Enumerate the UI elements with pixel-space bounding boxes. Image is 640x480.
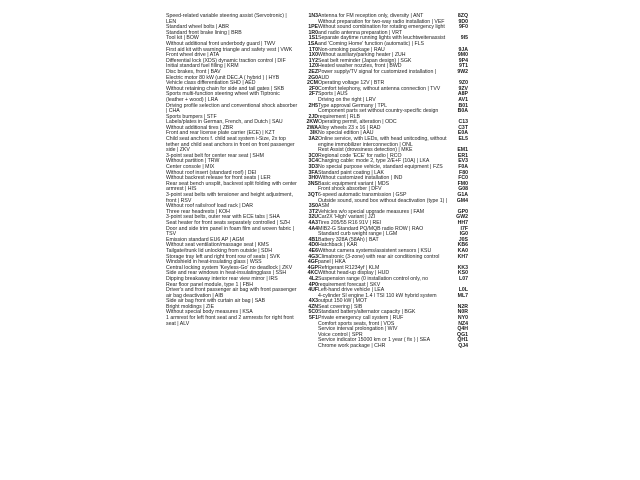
equipment-code: L07: [459, 275, 468, 282]
equipment-description: Rear seat bench unsplit, backrest split folding with center armrest | HIS: [166, 180, 297, 193]
equipment-code: AV1: [458, 96, 468, 103]
equipment-description: Electric motor 80 kW (unit DEC.A ( hybrid ) | HYB: [166, 74, 280, 81]
equipment-description: 3-point seat belt for center rear seat | SHM: [166, 152, 264, 159]
equipment-code: 1Y2: [308, 57, 318, 64]
equipment-description: Private emergency call system | RUF: [318, 315, 404, 322]
equipment-description: Outside sound, sound box without deactivation (type 1) | ASM: [318, 197, 448, 210]
equipment-code: HH7: [457, 219, 468, 226]
equipment-code: 4P0: [308, 281, 318, 288]
equipment-code: 2EZ: [308, 68, 318, 75]
equipment-description: Regional code 'ECE' for radio | RCO: [318, 152, 402, 159]
equipment-code: 9M0: [457, 52, 468, 59]
equipment-description: Without roof rails/roof load rack | DAR: [166, 203, 253, 210]
equipment-code: QG1: [457, 331, 468, 338]
equipment-code: 2KW: [306, 119, 318, 126]
equipment-code: EV3: [458, 158, 468, 165]
equipment-code: J0S: [458, 236, 468, 243]
equipment-description: Hatchback | KAR: [318, 242, 358, 249]
equipment-description: No special edition | AAU: [318, 130, 374, 137]
equipment-code: GM4: [456, 197, 468, 204]
equipment-description: Charging cable: mode 2, type 2/E+F (10A) | LKA: [318, 158, 430, 165]
equipment-code: EM1: [457, 147, 468, 154]
equipment-code: 4B1: [308, 236, 318, 243]
equipment-description: Standard battery/alternator capacity | BGK: [318, 309, 416, 316]
equipment-code: 32U: [308, 214, 318, 221]
equipment-description: Center console | MIX: [166, 164, 215, 171]
equipment-row: [166, 104, 316, 115]
equipment-code: 3T2: [309, 208, 318, 215]
equipment-code: 4GF: [307, 259, 318, 266]
equipment-code: 3A2: [308, 136, 318, 143]
equipment-code: 8ZQ: [457, 13, 468, 19]
equipment-description: No special purpose vehicle, standard equipment | FZS: [318, 164, 443, 171]
equipment-code: 2CM: [307, 80, 318, 87]
equipment-code: 1PE: [308, 24, 318, 31]
equipment-code: Q4H: [457, 326, 468, 333]
equipment-code: KH7: [457, 253, 468, 260]
equipment-description: Front wheel drive | ATA: [166, 52, 220, 59]
equipment-description: Operating voltage 12V | BTR: [318, 80, 385, 87]
equipment-description: 3-point seat belts, outer rear with ECE tabs | SHA: [166, 214, 280, 221]
equipment-description: Heated washer nozzles, front | BWD: [318, 63, 402, 70]
equipment-description: Car2X 'High' variant | JZI: [318, 214, 376, 221]
equipment-code: C13: [458, 119, 468, 126]
equipment-description: Rest Assist (drowsiness detection) | MKE: [318, 147, 413, 154]
equipment-row: [166, 137, 316, 154]
equipment-description: Without additional tires | ZBR: [166, 124, 234, 131]
equipment-description: Sports | AUS: [318, 91, 348, 98]
equipment-description: Front and rear license plate carrier (ECE) | KZT: [166, 130, 275, 137]
equipment-description: Type approval Germany | TPL: [318, 102, 388, 109]
equipment-description: Without backrest release for front seats | LER: [166, 175, 271, 182]
equipment-description: Standard paint coating | LAK: [318, 169, 384, 176]
equipment-description: Antenna for FM reception only, diversity | ANT: [318, 13, 424, 19]
equipment-code: 3FA: [308, 169, 318, 176]
equipment-code: 1T0: [309, 46, 318, 53]
equipment-code: 4KC: [307, 270, 318, 277]
equipment-description: Rear floor panel module, type 1 | FBH: [166, 281, 253, 288]
equipment-description: Service interval prolongation | WIV: [318, 326, 398, 333]
equipment-description: MIB2-G Standard PQ/MQB radio ROW | RAO: [318, 225, 424, 232]
equipment-description: 6-speed automatic transmission | GSP: [318, 192, 407, 198]
equipment-description: 4-cylinder SI engine 1.4 l TSI 110 kW hybrid system output 150 kW | MOT: [318, 292, 437, 305]
equipment-code: GP0: [457, 208, 468, 215]
equipment-code: 5F1: [309, 315, 318, 322]
equipment-code: 2F7: [309, 91, 318, 98]
equipment-code: G1A: [457, 192, 468, 198]
equipment-code: B01: [458, 102, 468, 109]
equipment-code: QH1: [457, 337, 468, 344]
equipment-code: 3QT: [307, 192, 318, 198]
equipment-description: Voice control | SPR: [318, 331, 363, 338]
equipment-description: Without retaining chain for side and tail gates | SKB: [166, 85, 285, 92]
equipment-description: Side air bag front with curtain air bag | SAB: [166, 298, 266, 305]
equipment-code: ML7: [457, 292, 468, 299]
equipment-code: B0A: [457, 108, 468, 115]
equipment-code: E0A: [457, 130, 468, 137]
equipment-description: Standard curb weight range | LGM: [318, 231, 398, 238]
equipment-code: 9JA: [458, 46, 468, 53]
equipment-code: 4G3: [308, 253, 318, 260]
equipment-code: 9D0: [458, 18, 468, 25]
equipment-code: IG0: [459, 231, 468, 238]
equipment-description: Without additional front underbody guard | TWV: [166, 40, 276, 47]
equipment-code: ER1: [457, 152, 468, 159]
equipment-code: F0A: [458, 164, 468, 171]
equipment-description: Suspension range (0 installation control only, no requirement forecast | SKV: [318, 275, 429, 288]
equipment-code: 5C0: [308, 309, 318, 316]
equipment-description: Driving profile selection and conventional shock absorber | CHA: [166, 102, 298, 115]
equipment-description: Standard front brake lining | BRB: [166, 29, 242, 36]
equipment-code: N0R: [457, 309, 468, 316]
equipment-code: 4ZN: [308, 303, 318, 310]
equipment-description: Central locking system 'Keyless-Go' no deadlock | ZKV: [166, 264, 293, 271]
equipment-code: FM0: [457, 180, 468, 187]
equipment-description: Three rear headrests | KOH: [166, 208, 230, 215]
equipment-description: Alloy wheels 23 x 16 | RAD: [318, 124, 381, 131]
equipment-description: Child seat anchors f. child seat system i-Size, 2x top tether and child seat anchors in front on front passenger side | ZKV: [166, 136, 295, 154]
equipment-code: 1S1: [308, 35, 318, 42]
equipment-code: 1Z0: [309, 63, 318, 70]
equipment-description: Tool kit | BOW: [166, 35, 199, 42]
equipment-code: 9I5: [460, 35, 468, 42]
equipment-description: Speed-related variable steering assist (Servotronic) | LEN: [166, 13, 287, 25]
equipment-description: Without customized installation | IND: [318, 175, 403, 182]
equipment-description: Basic equipment variant | MDS: [318, 180, 390, 187]
equipment-code: 4A3: [308, 219, 318, 226]
equipment-code: L0L: [458, 287, 468, 294]
equipment-code: 4UF: [308, 287, 318, 294]
equipment-code: 1R0: [308, 29, 318, 36]
equipment-description: Seat covering | SIB: [318, 303, 363, 310]
equipment-description: Dipping breakaway interior rear view mirror | IRS: [166, 275, 278, 282]
equipment-description: Online service, with LEDs, with head unitcoding, without engine immobilizer interconnection | ONL: [318, 136, 447, 148]
equipment-description: Storage tray left and right front row of seats | SVK: [166, 253, 281, 260]
equipment-code: 3H0: [308, 175, 318, 182]
equipment-code: EL5: [458, 136, 468, 143]
equipment-description: Front shock absorber | DFV: [318, 186, 382, 193]
equipment-description: Bright moldings | ZIE: [166, 303, 215, 310]
equipment-row: [318, 36, 468, 47]
equipment-code: G08: [458, 186, 468, 193]
equipment-description: Disc brakes, front | BAV: [166, 68, 221, 75]
equipment-code: 3S0: [308, 203, 318, 210]
equipment-description: Non-smoking package | RAU: [318, 46, 385, 53]
equipment-row: [166, 316, 316, 327]
equipment-code: 3D3: [308, 164, 318, 171]
equipment-code: F80: [459, 169, 468, 176]
equipment-code: KB6: [457, 242, 468, 249]
equipment-code: 1N3: [308, 13, 318, 19]
equipment-description: Battery 328A (58Ah) | BAT: [318, 236, 379, 243]
equipment-code: 3C0: [308, 152, 318, 159]
equipment-description: Service indicator 15000 km or 1 year ( fix ) | SEA: [318, 337, 431, 344]
equipment-description: Seat heater for front seats separately controlled | SZH: [166, 219, 290, 226]
equipment-description: 3-point seat belts with tensioner and height adjustment, front | RSV: [166, 192, 293, 204]
equipment-description: Side and rear windows in heat-insulatingglass | SSH: [166, 270, 287, 277]
equipment-code: 2JD: [308, 113, 318, 120]
equipment-description: Vehicle class differentiation SHD | AED: [166, 80, 256, 87]
equipment-description: Left-hand drive vehicle | LEA: [318, 287, 385, 294]
equipment-description: Separate daytime running lights with leuchtweitenassist and 'Coming Home' function (automatic) | FLS: [318, 35, 446, 47]
equipment-code: 2G0: [308, 74, 318, 81]
equipment-code: FC0: [458, 175, 468, 182]
equipment-code: 3IK: [309, 130, 318, 137]
equipment-description: Emission standard EU6 AP | AGM: [166, 236, 244, 243]
equipment-code: 4X3: [308, 298, 318, 305]
equipment-description: Without partition | TRW: [166, 158, 220, 165]
equipment-description: Chrome work package | CHR: [318, 343, 386, 350]
equipment-code: NY0: [457, 315, 468, 322]
equipment-code: A8P: [457, 91, 468, 98]
equipment-code: KA0: [457, 247, 468, 254]
equipment-code: KK3: [457, 264, 468, 271]
equipment-code: 4D0: [308, 242, 318, 249]
equipment-description: Without auxiliary/parking heater | ZUH: [318, 52, 406, 59]
equipment-description: Vehicles w/o special upgrade measures | FAM: [318, 208, 425, 215]
equipment-description: Standard wheel bolts | ABR: [166, 24, 230, 31]
equipment-description: Refrigerant R1234yf | KLM: [318, 264, 380, 271]
equipment-description: Without sound combination for rotating emergency light and radio antenna preparation | VRT: [318, 24, 445, 36]
equipment-description: Driving on the right | LRV: [318, 96, 376, 103]
equipment-code: 4A4: [308, 225, 318, 232]
equipment-description: Sports multi-function steering wheel with Tiptronic (leather + wood) | LRA: [166, 91, 280, 103]
equipment-description: Without roof insert (standard roof) | DEI: [166, 169, 257, 176]
equipment-code: 2F0: [309, 85, 318, 92]
equipment-description: Tires 205/55 R16 91V | REI: [318, 219, 382, 226]
equipment-description: Without preparation for two-way radio installation | VEF: [318, 18, 445, 25]
equipment-description: Door and side trim panel in foam film and woven fabric | TSV: [166, 225, 294, 238]
equipment-row: [318, 344, 468, 350]
equipment-row: [166, 92, 316, 103]
equipment-description: Differential lock (XDS) dynamic traction control | DIF: [166, 57, 286, 64]
equipment-code: 9Z0: [459, 80, 468, 87]
equipment-code: 9W2: [457, 68, 468, 75]
equipment-code: 9P4: [458, 57, 468, 64]
equipment-description: Climatronic (3-zone) with rear air conditioning control panel | HKA: [318, 253, 440, 266]
equipment-description: 1 armrest for left front seat and 2 armrests for right front seat | ALV: [166, 315, 294, 327]
equipment-code: 1SA: [307, 40, 318, 47]
equipment-code: 9ZV: [458, 85, 468, 92]
equipment-code: QJ4: [458, 343, 468, 350]
equipment-description: Driver's and front passenger air bag with front passenger air bag deactivation | AIB: [166, 287, 297, 299]
equipment-code: 2H5: [308, 102, 318, 109]
equipment-description: Comfort telephony, without antenna connection | TVV: [318, 85, 441, 92]
equipment-code: NZ4: [458, 320, 468, 327]
equipment-description: Without camera systems/assistent sensors | KSU: [318, 247, 432, 254]
equipment-description: Seat belt reminder (Japan design) | SGK: [318, 57, 412, 64]
equipment-description: Operating permit, alteration | ODC: [318, 119, 397, 126]
equipment-code: 2WA: [306, 124, 318, 131]
equipment-description: Power supply/TV signal for customized installation | AUD: [318, 68, 437, 81]
equipment-code: 9T1: [459, 63, 468, 70]
equipment-code: GW2: [456, 214, 468, 221]
equipment-code: I7F: [460, 225, 468, 232]
equipment-description: Tailgate/trunk lid unlocking from outside | SDH: [166, 247, 273, 254]
equipment-description: Without seat ventilation/massage seat | KMS: [166, 242, 269, 249]
equipment-code: 4GP: [307, 264, 318, 271]
equipment-code: N2R: [457, 303, 468, 310]
equipment-code: 1X0: [308, 52, 318, 59]
equipment-description: Initial standard fuel filling | KRM: [166, 63, 239, 70]
left-column: [166, 14, 316, 327]
equipment-code: 4L2: [309, 275, 318, 282]
equipment-description: Sports bumpers | STF: [166, 113, 217, 120]
equipment-code: KS0: [457, 270, 468, 277]
equipment-description: Labels/plates in German, French, and Dutch | SAU: [166, 119, 283, 126]
equipment-description: Comfort sports seats, front | VOS: [318, 320, 395, 327]
equipment-code: 4E6: [308, 247, 318, 254]
equipment-description: Windshield in heat-insulating glass | WSS: [166, 259, 262, 266]
equipment-code: 3NS: [307, 180, 318, 187]
equipment-code: 3C4: [308, 158, 318, 165]
equipment-code: 9F0: [459, 24, 468, 31]
equipment-description: First aid kit with warning triangle and safety vest | VWK: [166, 46, 293, 53]
equipment-description: Without special body measures | KSA: [166, 309, 253, 316]
equipment-description: Component parts set without country-specific design requirement | RLB: [318, 108, 439, 120]
equipment-code: C3T: [458, 124, 468, 131]
right-column: [318, 14, 468, 350]
equipment-description: Without head-up display | HUD: [318, 270, 390, 277]
